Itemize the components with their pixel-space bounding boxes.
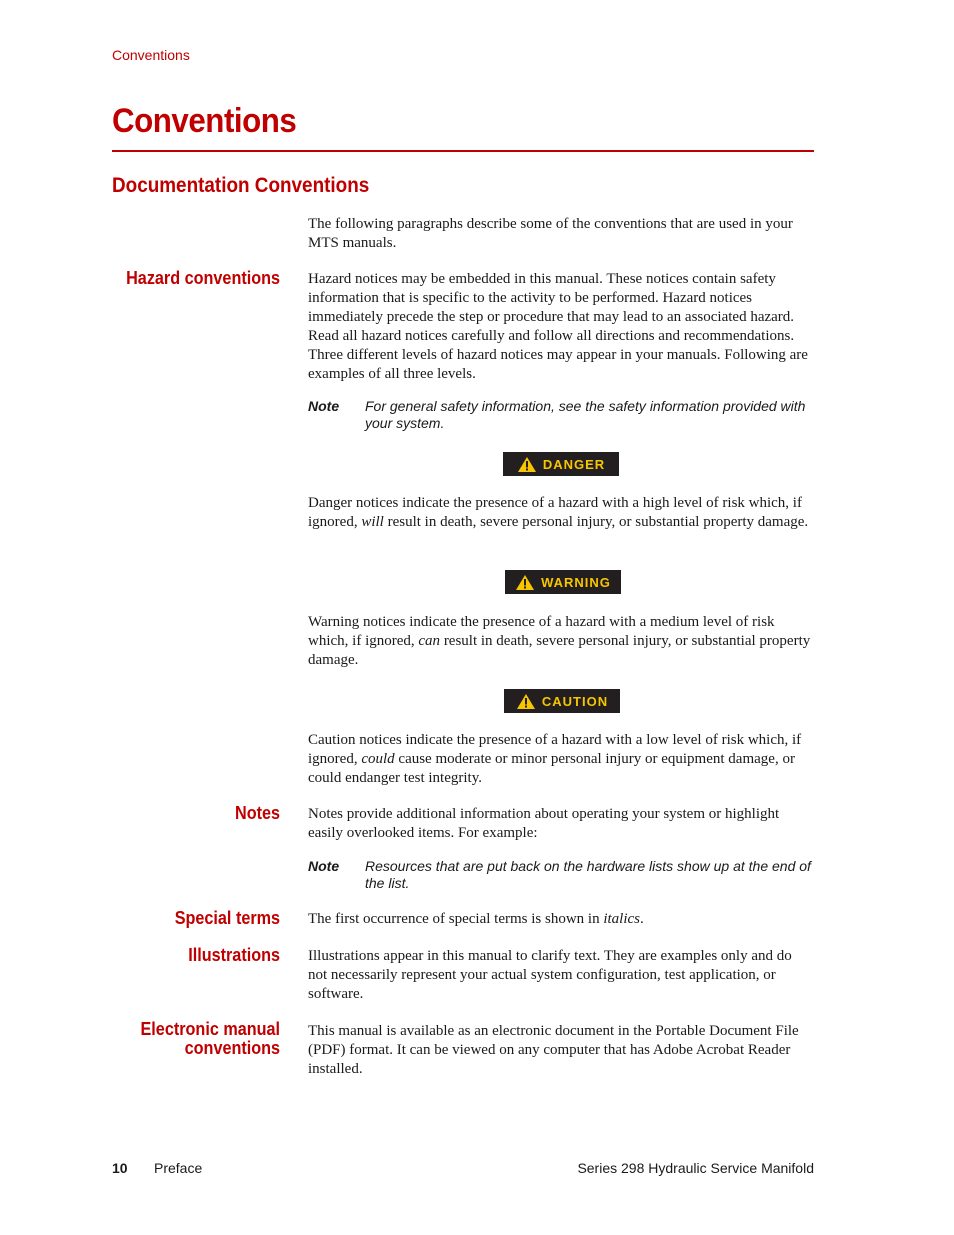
- illustrations-paragraph: Illustrations appear in this manual to clarify text. They are examples only and do not necessarily represent your actual system configuration, test application, or software.: [308, 948, 792, 1002]
- danger-paragraph: Danger notices indicate the presence of a hazard with a high level of risk which, if ignored, will result in death, severe personal injury, or substantial property damage.: [308, 495, 809, 530]
- notes-heading: Notes: [234, 803, 280, 823]
- example-note-text: Resources that are put back on the hardware lists show up at the end of the list.: [365, 858, 811, 891]
- caution-badge: [504, 689, 620, 713]
- caution-label: CAUTION: [541, 693, 609, 709]
- electronic-heading-line-1: Electronic manual: [140, 1019, 280, 1039]
- warning-triangle-icon: [515, 574, 535, 591]
- warning-triangle-icon: [516, 693, 536, 710]
- warning-emphasis: can: [418, 633, 441, 649]
- title-rule: [112, 150, 814, 152]
- warning-triangle-icon: [517, 456, 537, 473]
- warning-paragraph: Warning notices indicate the presence of a hazard with a medium level of risk which, if ignored, can result in death, severe personal injury, or substantial property damage.: [308, 614, 811, 668]
- notes-paragraph: Notes provide additional information about operating your system or highlight easily overlooked items. For example:: [308, 806, 780, 841]
- hazard-conventions-heading: Hazard conventions: [126, 268, 280, 288]
- page-title: Conventions: [112, 102, 297, 140]
- danger-emphasis: will: [361, 514, 384, 530]
- danger-label: DANGER: [542, 456, 606, 472]
- note-label: Note: [308, 858, 340, 874]
- safety-note-text: For general safety information, see the safety information provided with your system.: [365, 398, 806, 431]
- intro-paragraph: The following paragraphs describe some of the conventions that are used in your MTS manuals.: [308, 216, 793, 251]
- special-terms-heading: Special terms: [174, 908, 280, 928]
- caution-emphasis: could: [361, 751, 395, 767]
- running-head: Conventions: [112, 47, 190, 63]
- section-title: Documentation Conventions: [112, 174, 370, 197]
- warning-badge: [505, 570, 621, 594]
- hazard-conventions-paragraph: Hazard notices may be embedded in this manual. These notices contain safety information that is specific to the activity to be performed. Hazard notices immediately precede the step or procedure that may lead to an associated hazard. Read all hazard notices carefully and follow all directions and recommendations. Three different levels of hazard notices may appear in your manuals. Following are examples of all three levels.: [308, 271, 808, 382]
- electronic-manual-paragraph: This manual is available as an electronic document in the Portable Document File (PDF) format. It can be viewed on any computer that has Adobe Acrobat Reader installed.: [308, 1023, 799, 1077]
- electronic-heading-line-2: conventions: [184, 1038, 280, 1058]
- electronic-manual-heading: [140, 1020, 280, 1058]
- danger-badge: [503, 452, 619, 476]
- caution-paragraph: Caution notices indicate the presence of a hazard with a low level of risk which, if ignored, could cause moderate or minor personal injury or equipment damage, or could endanger test integrity.: [308, 732, 802, 786]
- note-label: Note: [308, 398, 340, 414]
- illustrations-heading: Illustrations: [188, 945, 280, 965]
- footer-doc-title: Series 298 Hydraulic Service Manifold: [577, 1160, 814, 1176]
- warning-label: WARNING: [541, 574, 611, 590]
- special-terms-emphasis: italics: [603, 911, 640, 927]
- special-terms-paragraph: The first occurrence of special terms is shown in italics.: [308, 911, 644, 927]
- page-number: 10: [112, 1160, 128, 1176]
- footer-section: Preface: [154, 1160, 203, 1176]
